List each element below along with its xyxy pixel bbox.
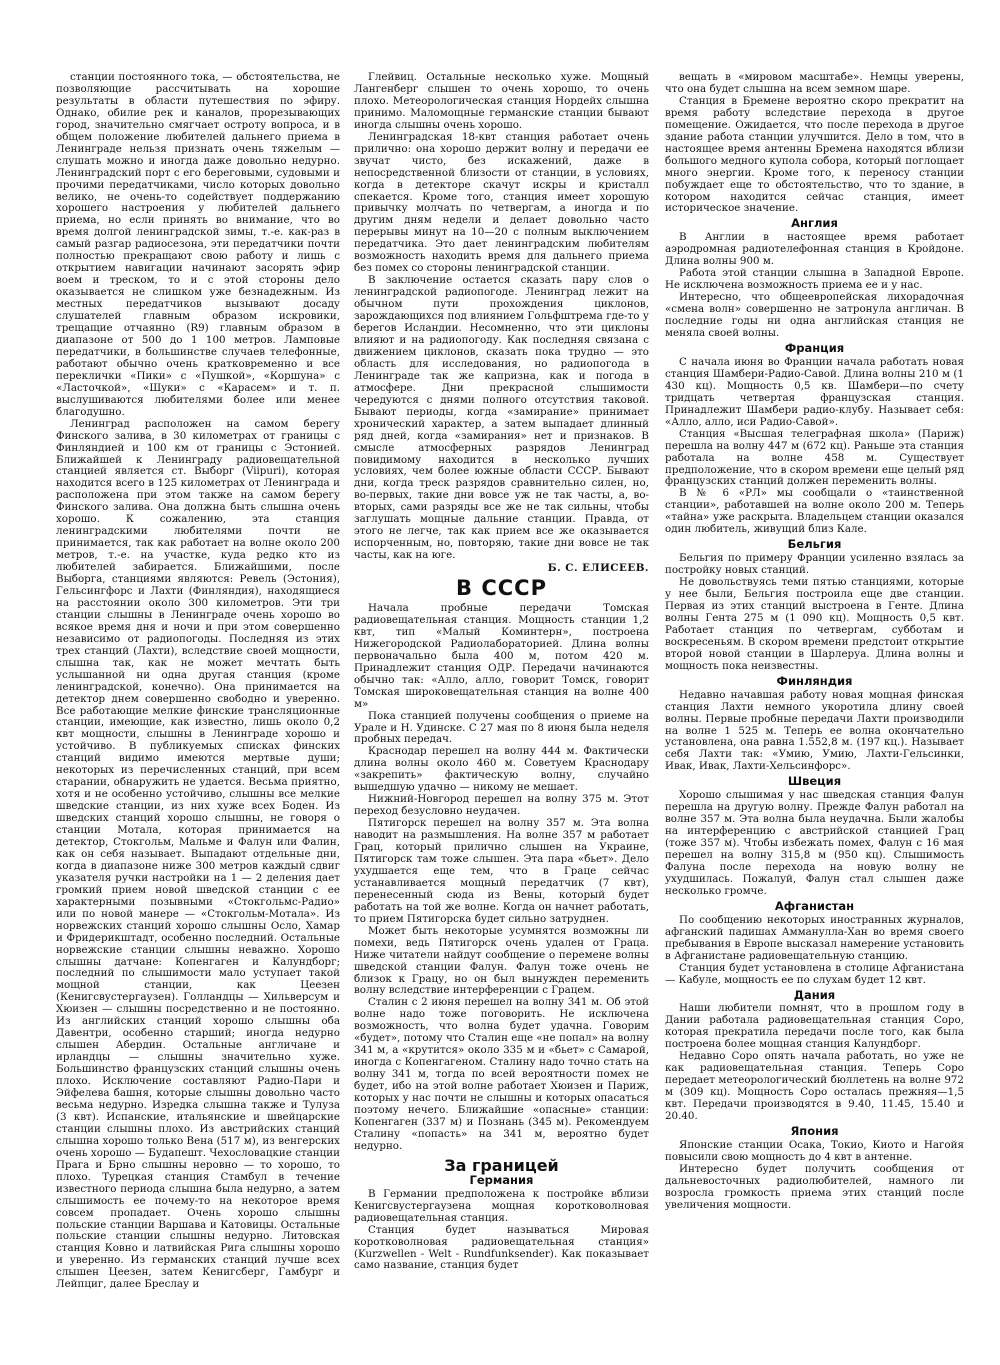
- section-heading-france: Франция: [784, 340, 845, 355]
- article-paragraph: Ленинград расположен на самом берегу Финского залива, в 30 километрах от границы с Финляндией и 100 км от границы с Эстонией. Ближайшей к Ленинграду радиовещательной станцией является ст. Выборг (Viipuri), которая находится всего в 125 километрах от Ленинграда и расположена при этом также на самом берегу Финского залива. Она должна быть слышна очень хорошо. К сожалению, эта станция ленинградскими любителями почти не принимается, так как работает на волне около 200 метров, т.-е. на участке, куда редко кто из любителей забирается. Ближайшими, после Выборга, станциями являются: Ревель (Эстония), Гельсингфорс и Лахти (Финляндия), находящиеся на расстоянии около 300 километров. Эти три станции слышны в Ленинграде очень хорошо во всякое время дня и ночи и при этом совершенно независимо от радиопогоды. Последняя из этих трех станций (Лахти), вследствие своей мощности, слышна так, как не может мечтать быть услышанной ни одна другая станция (кроме ленинградской, конечно). Она принимается на детектор днем совершенно свободно и уверенно. Все работающие мелкие финские трансляционные станции, имеющие, как известно, лишь около 0,2 квт мощности, слышны в Ленинграде хорошо и устойчиво. В публикуемых списках финских станций видимо имеются мертвые души; некоторых из перечисленных станций, при всем старании, обнаружить не удается. Весьма приятно, хотя и не особенно устойчиво, слышны все мелкие шведские станции, из них хуже всех Боден. Из шведских станций хорошо слышны, не говоря о станции Мотала, которая принимается на детектор, Стокгольм, Мальме и Фалун или Фалин, как он себя называет. Выпадают отдельные дни, когда в диапазоне ниже 300 метров каждый сдвиг указателя ручки настройки на 1 — 2 деления дает громкий прием новой шведской станции с ее характерными позывными «Стокгольмс-Радио» или по новой манере — «Стокгольм-Мотала». Из норвежских станций хорошо слышны Осло, Хамар и Фридерикштадт, особенно последний. Остальные норвежские станции слышны неважно. Хорошо слышны датчане: Копенгаген и Калундборг; последний по слышимости мало уступает такой мощной станции, как Цеезен (Кенигсвустергаузен). Голландцы — Хильверсум и Хюизен — слышны посредственно и не постоянно. Из английских станций хорошо слышны оба Давентри, особенно старший; иногда недурно слышен Абердин. Остальные англичане и ирландцы — слышны значительно хуже. Большинство французских станций слышны очень плохо. Исключение составляют Радио-Пари и Эйфелева башня, которые слышны довольно часто весьма недурно. Изредка слышна также и Тулуза (3 квт). Испанские, итальянские и швейцарские станции слышны плохо. Из австрийских станций слышна хорошо только Вена (517 м), из венгерских очень хорошо — Будапешт. Чехословацкие станции Прага и Брно слышны неровно — то хорошо, то плохо. Турецкая станция Стамбул в течение известного периода слышна была недурно, а затем слышимость ее почему-то на некоторое время совсем пропадает. Очень хорошо слышны польские станции Варшава и Катовицы. Остальные польские станции слышны недурно. Литовская станция Ковно и латвийская Рига слышны хорошо и уверенно. Из германских станций лучше всех слышен Цеезен, затем Кенигсберг, Гамбург и Лейпциг, далее Бреслау и: [56, 417, 340, 1291]
- section-heading-finland: Финляндия: [776, 673, 853, 688]
- news-paragraph: Нижний-Новгород перешел на волну 375 м. Этот переход безусловно неудачен.: [354, 793, 649, 818]
- news-paragraph: Не довольствуясь теми пятью станциями, которые у нее были, Бельгия построила еще две станции. Первая из этих станций выстроена в Генте. Длина волны Гента 275 м (1 090 кц). Мощность 0,5 квт. Работает станция по четвергам, субботам и воскресеньям. В скором времени предстоит открытие второй новой станции в Шарлеруа. Длина волны и мощность пока неизвестны.: [665, 576, 964, 672]
- article-paragraph: вещать в «мировом масштабе». Немцы уверены, что она будет слышна на всем земном шаре.: [665, 72, 964, 95]
- magazine-page: [56, 72, 964, 1344]
- article-paragraph: Ленинградская 18-квт станция работает очень прилично: она хорошо держит волну и передачи ее звучат чисто, без искажений, даже в непосредственной близости от станции, в условиях, когда в детекторе скачут искры и кристалл спекается. Кроме того, станция имеет хорошую привычку молчать по четвергам, а иногда и по другим дням недели и делает довольно часто перерывы минут на 10—20 с полным выключением передатчика. Это дает ленинградским любителям возможность находить время для дальнего приема без помех со стороны ленинградской станции.: [354, 130, 649, 275]
- column-right: [665, 72, 964, 1344]
- section-heading-sweden: Швеция: [787, 774, 842, 789]
- news-paragraph: Станция будет установлена в столице Афганистана — Кабуле, мощность ее по слухам будет 12 квт.: [665, 961, 964, 986]
- ussr-heading: В СССР: [456, 576, 547, 601]
- article-paragraph: Глейвиц. Остальные несколько хуже. Мощный Лангенберг слышен то очень хорошо, то очень плохо. Метеорологическая станция Нордейх слышна принимо. Маломощные германские станции бывают иногда слышны очень хорошо.: [354, 72, 649, 131]
- news-paragraph: Начала пробные передачи Томская радиовещательная станция. Мощность станции 1,2 квт, тип «Малый Коминтерн», построена Нижегородской Радиолабораторией. Длина волны первоначально была 400 м, потом 420 м. Принадлежит станция ОДР. Передачи начинаются обычно так: «Алло, алло, говорит Томск, говорит Томская широковещательная станция на волне 400 м»: [354, 601, 649, 710]
- article-paragraph: станции постоянного тока, — обстоятельства, не позволяющие рассчитывать на хорошие результаты в области путешествия по эфиру. Однако, обилие рек и каналов, прорезывающих город, значительно смягчает остроту вопроса, и в общем положение любителей дальнего приема в Ленинграде нельзя признать очень тяжелым — слушать можно и иногда даже довольно недурно. Ленинградский порт с его береговыми, судовыми и прочими передатчиками, число которых довольно велико, не очень-то содействует поддержанию хорошего настроения у любителей дальнего приема, но если принять во внимание, что во время долгой ленинградской зимы, т.-е. как-раз в самый разгар радиосезона, эти передатчики почти полностью прекращают свою работу и лишь с открытием навигации начинают засорять эфир воем и треском, то и с этой стороны дело оказывается не слишком уже безнадежным. Из местных передатчиков вызывают досаду слушателей главным образом искровики, трещащие отчаянно (R9) главным образом в диапазоне от 500 до 1 100 метров. Ламповые передатчики, в большинстве случаев телефонные, работают обычно очень кратковременно и все переклички «Пики» с «Пушкой», «Коршуна» с «Ласточкой», «Шуки» с «Карасем» и т. п. выслушиваются любителями более или менее благодушно.: [56, 72, 340, 418]
- news-paragraph: Может быть некоторые усумнятся возможны ли помехи, ведь Пятигорск очень удален от Граца. Ниже читатели найдут сообщение о перемене волны шведской станции Фалун. Фалун тоже очень не близок к Грацу, но он был вынужден переменить волну вследствие интерференции с Грацем.: [354, 924, 649, 997]
- news-paragraph: Интересно будет получить сообщения от дальневосточных радиолюбителей, намного ли возросла громкость приема этих станций после увеличения мощности.: [665, 1162, 964, 1211]
- news-paragraph: По сообщению некоторых иностранных журналов, афганский падишах Аммануллa-Хан во время своего пребывания в Европе высказал намерение установить в Афганистане радиовещательную станцию.: [665, 913, 964, 962]
- news-paragraph: Недавно Соро опять начала работать, но уже не как радиовещательная станция. Теперь Соро передает метеорологический бюллетень на волне 972 м (309 кц). Мощность Соро осталась прежняя—1,5 квт. Передачи производятся в 9.40, 11.45, 15.40 и 20.40.: [665, 1050, 964, 1123]
- author-signature: Б. С. ЕЛИСЕЕВ.: [547, 562, 649, 575]
- abroad-heading: За границей: [444, 1155, 559, 1175]
- news-paragraph: Пятигорск перешел на волну 357 м. Эта волна наводит на размышления. На волне 357 м работает Грац, который прилично слышен на Украине, Пятигорск там тоже слышен. Эта пара «бьет». Дело ухудшается еще тем, что в Граце сейчас устанавливается мощный передатчик (7 квт), перенесенный сюда из Вены, который будет работать на той же волне. Когда он начнет работать, то прием Пятигорска будет сильно затруднен.: [354, 817, 649, 925]
- section-heading-afghanistan: Афганистан: [774, 898, 855, 913]
- news-paragraph: В № 6 «РЛ» мы сообщали о «таинственной станции», работавшей на волне около 200 м. Теперь «тайна» уже раскрыта. Владельцем станции оказался один любитель, живущий близ Кале.: [665, 487, 964, 536]
- news-paragraph: Работа этой станции слышна в Западной Европе. Не исключена возможность приема ее и у нас.: [665, 267, 964, 292]
- news-paragraph: В Германии предположена к постройке вблизи Кенигсвустергаузена мощная коротковолновая радиовещательная станция.: [354, 1187, 649, 1224]
- news-paragraph: Японские станции Осака, Токио, Киото и Нагойя повысили свою мощность до 4 квт в антенне.: [665, 1138, 964, 1163]
- column-middle: [354, 72, 649, 1344]
- news-paragraph: Станция будет называться Мировая коротковолновая радиовещательная станция» (Kurzwellen - Welt - Rundfunksender). Как показывает само название, станция будет: [354, 1223, 649, 1272]
- news-paragraph: Станция «Высшая телеграфная школа» (Париж) перешла на волну 447 м (672 кц). Раньше эта станция работала на волне 458 м. Существует предположение, что в скором времени еще целый ряд французских станций должен переменить волны.: [665, 427, 964, 488]
- section-heading-denmark: Дания: [793, 987, 836, 1002]
- news-paragraph: Пока станцией получены сообщения о приеме на Урале и Н. Удинске. С 27 мая по 8 июня была неделя пробных передач.: [354, 709, 649, 746]
- article-paragraph: Станция в Бремене вероятно скоро прекратит на время работу вследствие перехода в другое помещение. Ожидается, что после перехода в другое здание работа станции улучшится. Дело в том, что в настоящее время антенны Бремена находятся вблизи большого медного купола собора, который поглощает много энергии. Кроме того, к переносу станции побуждает еще то обстоятельство, что то здание, в котором находится сейчас станция, имеет историческое значение.: [665, 94, 964, 215]
- news-paragraph: В Англии в настоящее время работает аэродромная радиотелефонная станция в Кройдоне. Длина волны 900 м.: [665, 231, 964, 268]
- news-paragraph: Хорошо слышимая у нас шведская станция Фалун перешла на другую волну. Прежде Фалун работал на волне 357 м. Эта волна была неудачна. Были жалобы на интерференцию с австрийской станцией Грац (тоже 357 м). Чтобы избежать помех, Фалун с 16 мая перешел на волну 315,8 м (950 кц). Слышимость Фалуна после перехода на новую волну не ухудшилась. Пожалуй, Фалун стал слышен даже несколько громче.: [665, 789, 964, 897]
- news-paragraph: Интересно, что общеевропейская лихорадочная «смена волн» совершенно не затронула англичан. В последние годы ни одна английская станция не меняла своей волны.: [665, 291, 964, 340]
- section-heading-belgium: Бельгия: [787, 537, 842, 552]
- news-paragraph: Бельгия по примеру Франции усиленно взялась за постройку новых станций.: [665, 552, 964, 577]
- section-heading-england: Англия: [791, 216, 838, 231]
- news-paragraph: Недавно начавшая работу новая мощная финская станция Лахти немного укоротила длину своей волны. Первые пробные передачи Лахти производили на волне 1 525 м. Теперь ее волна окончательно установлена, она равна 1.552,8 м. (197 кц.). Называет себя Лахти так: «Умию, Умию, Лахти-Гельсинки, Ивак, Ивак, Лахти-Хельсинфорс».: [665, 688, 964, 773]
- section-heading-germany: Германия: [469, 1172, 534, 1187]
- article-paragraph: В заключение остается сказать пару слов о ленинградской радиопогоде. Ленинград лежит на обычном пути прохождения циклонов, зарождающихся под влиянием Гольфштрема где-то у берегов Исландии. Несомненно, что эти циклоны влияют и на радиопогоду. Как последняя связана с движением циклонов, сказать пока трудно — это область для исследования, но радиопогода в Ленинграде так же капризна, как и погода в атмосфере. Дни прекрасной слышимости чередуются с днями полного отсутствия таковой. Бывают периоды, когда «замирание» принимает хронический характер, а затем выпадает длинный ряд дней, когда «замирания» нет и признаков. В смысле атмосферных разрядов Ленинград повидимому находится в несколько лучших условиях, чем более южные области СССР. Бывают дни, когда треск разрядов сравнительно силен, но, во-первых, такие дни вовсе уж не так часты, а, во-вторых, сами разряды все же не так сильны, чтобы заглушать мощные дальние станции. Правда, от этого не легче, так как прием все же оказывается испорченным, но, повторяю, такие дни вовсе не так часты, как на юге.: [354, 274, 649, 562]
- news-paragraph: Наши любители помнят, что в прошлом году в Дании работала радиовещательная станция Соро, которая прекратила передачи после того, как была построена более мощная станция Калундборг.: [665, 1002, 964, 1051]
- news-paragraph: Краснодар перешел на волну 444 м. Фактически длина волны около 460 м. Советуем Краснодару «закрепить» фактическую волну, случайно вышедшую удачно — никому не мешает.: [354, 745, 649, 794]
- news-paragraph: С начала июня во Франции начала работать новая станция Шамбери-Радио-Савой. Длина волны 210 м (1 430 кц). Мощность 0,5 кв. Шамбери—по счету тридцать четвертая французская станция. Принадлежит Шамбери радио-клубу. Называет себя: «Алло, алло, иси Радио-Савой».: [665, 355, 964, 428]
- section-heading-japan: Япония: [790, 1124, 839, 1139]
- column-left: [56, 72, 340, 1344]
- news-paragraph: Сталин с 2 июня перешел на волну 341 м. Об этой волне надо тоже поговорить. Не исключена возможность, что волна будет удачна. Говорим «будет», потому что Сталин еще «не попал» на волну 341 м, а «крутится» около 335 м и «бьет» с Самарой, иногда с Копенгагеном. Сталину надо точно стать на волну 341 м, тогда по всей вероятности помех не будет, ибо на этой волне работает Хюизен и Париж, которых у нас почти не слышны и которых опасаться поэтому нечего. Ближайшие «опасные» станции: Копенгаген (337 м) и Познань (345 м). Рекомендуем Сталину «попасть» на 341 м, вероятно будет недурно.: [354, 996, 649, 1152]
